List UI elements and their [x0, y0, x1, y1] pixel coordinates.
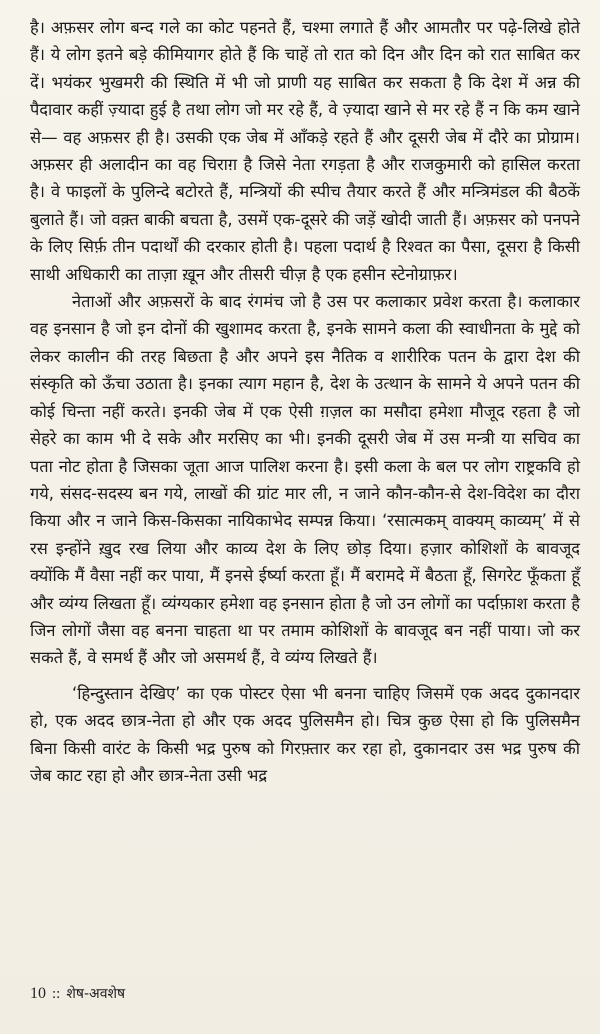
book-title: शेष-अवशेष: [66, 986, 126, 1002]
paragraph-officers: है। अफ़सर लोग बन्द गले का कोट पहनते हैं, चश्मा लगाते हैं और आमतौर पर पढ़े-लिखे होते हैं। ये लोग इतने बड़े कीमियागर होते हैं कि चाहें तो रात को दिन और दिन को रात साबित कर दें। भयंकर भुखमरी की स्थिति में भी जो प्राणी यह साबित कर सकता है कि देश में अन्न की पैदावार कहीं ज़्यादा हुई है तथा लोग जो मर रहे हैं, वे ज़्यादा खाने से मर रहे हैं न कि कम खाने से— वह अफ़सर ही है। उसकी एक जेब में आँकड़े रहते हैं और दूसरी जेब में दौरे का प्रोग्राम। अफ़सर ही अलादीन का वह चिराग़ है जिसे नेता रगड़ता है और राजकुमारी को हासिल करता है। वे फाइलों के पुलिन्दे बटोरते हैं, मन्त्रियों की स्पीच तैयार करते हैं और मन्त्रिमंडल की बैठकें बुलाते हैं। जो वक़्त बाकी बचता है, उसमें एक-दूसरे की जड़ें खोदी जाती हैं। अफ़सर को पनपने के लिए सिर्फ़ तीन पदार्थों की दरकार होती है। पहला पदार्थ है रिश्वत का पैसा, दूसरा है किसी साथी अधिकारी का ताज़ा ख़ून और तीसरी चीज़ है एक हसीन स्टेनोग्राफ़र।: [30, 18, 580, 284]
page-footer: [30, 985, 125, 1003]
paragraph-poster: ‘हिन्दुस्तान देखिए’ का एक पोस्टर ऐसा भी बनना चाहिए जिसमें एक अदद दुकानदार हो, एक अदद छात्र-नेता हो और एक अदद पुलिसमैन हो। चित्र कुछ ऐसा हो कि पुलिसमैन बिना किसी वारंट के किसी भद्र पुरुष को गिरफ़्तार कर रहा हो, दुकानदार उस भद्र पुरुष की जेब काट रहा हो और छात्र-नेता उसी भद्र: [30, 683, 580, 785]
footer-separator: ::: [52, 986, 61, 1002]
page-number: 10: [30, 985, 46, 1002]
paragraph-artists: नेताओं और अफ़सरों के बाद रंगमंच जो है उस पर कलाकार प्रवेश करता है। कलाकार वह इनसान है जो इन दोनों की खुशामद करता है, इनके सामने कला की स्वाधीनता के मुद्दे को लेकर कालीन की तरह बिछता है और अपने इस नैतिक व शारीरिक पतन के द्वारा देश की संस्कृति को ऊँचा उठाता है। इनका त्याग महान है, देश के उत्थान के सामने ये अपने पतन की कोई चिन्ता नहीं करते। इनकी जेब में एक ऐसी ग़ज़ल का मसौदा हमेशा मौजूद रहता है जो सेहरे का काम भी दे सके और मरसिए का भी। इनकी दूसरी जेब में उस मन्त्री या सचिव का पता नोट होता है जिसका जूता आज पालिश करना है। इसी कला के बल पर लोग राष्ट्रकवि हो गये, संसद-सदस्य बन गये, लाखों की ग्रांट मार ली, न जाने कौन-कौन-से देश-विदेश का दौरा किया और न जाने किस-किसका नायिकाभेद सम्पन्न किया। ‘रसात्मकम् वाक्यम् काव्यम्’ में से रस इन्होंने ख़ुद रख लिया और काव्य देश के लिए छोड़ दिया। हज़ार कोशिशों के बावजूद क्योंकि मैं वैसा नहीं कर पाया, मैं इनसे ईर्ष्या करता हूँ। मैं बरामदे में बैठता हूँ, सिगरेट फूँकता हूँ और व्यंग्य लिखता हूँ। व्यंग्यकार हमेशा वह इनसान होता है जो उन लोगों का पर्दाफ़ाश करता है जिन लोगों जैसा वह बनना चाहता था पर तमाम कोशिशों के बावजूद बन नहीं पाया। जो कर सकते हैं, वे समर्थ हैं और जो असमर्थ हैं, वे व्यंग्य लिखते हैं।: [30, 292, 580, 668]
